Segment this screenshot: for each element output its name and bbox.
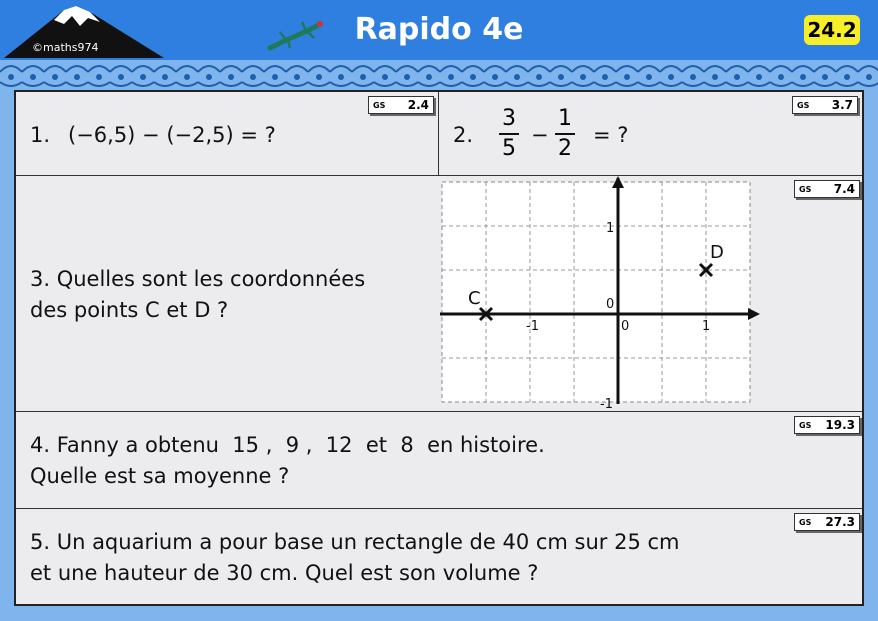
gs-value: 7.4 — [833, 182, 855, 196]
left-band — [0, 90, 14, 621]
page-title: Rapido 4e — [354, 12, 524, 47]
gs-badge-5 — [794, 513, 860, 531]
question-row-4 — [16, 412, 862, 509]
question-row-1-2 — [16, 92, 862, 176]
question-1 — [16, 92, 439, 175]
fraction-bar — [499, 133, 519, 135]
point-d-label: D — [710, 242, 724, 263]
gs-value: 3.7 — [831, 98, 853, 112]
question-4-line1: 4. Fanny a obtenu 15 , 9 , 12 et 8 en histoire. — [30, 433, 545, 457]
minus-sign: − — [531, 123, 549, 147]
tick-label-origin-x: 0 — [621, 319, 630, 334]
question-row-3 — [16, 176, 862, 412]
coordinate-graph — [440, 180, 760, 412]
gs-icon: GS — [799, 184, 812, 194]
fraction-denominator: 2 — [558, 136, 572, 161]
gs-icon: GS — [799, 420, 812, 430]
tick-label-x-neg1: -1 — [526, 319, 539, 334]
question-2-number: 2. — [453, 123, 474, 147]
fraction-3-5 — [499, 106, 519, 162]
question-4-line2: Quelle est sa moyenne ? — [30, 464, 290, 488]
bottom-band — [0, 606, 878, 621]
gs-icon: GS — [797, 100, 810, 110]
decorative-band — [0, 60, 878, 90]
question-3-line1: 3. Quelles sont les coordonnées — [30, 267, 366, 291]
fraction-numerator: 1 — [558, 106, 572, 131]
question-1-text: (−6,5) − (−2,5) = ? — [68, 123, 276, 147]
gs-badge-1 — [368, 96, 434, 114]
gs-badge-4 — [794, 416, 860, 434]
question-2-equals: = ? — [593, 123, 629, 147]
right-band — [864, 90, 878, 621]
gs-badge-2 — [792, 96, 858, 114]
grid-background — [442, 182, 750, 402]
gs-value: 19.3 — [825, 418, 855, 432]
question-2 — [439, 92, 862, 175]
header-bar — [0, 0, 878, 60]
tick-label-x-1: 1 — [702, 319, 711, 334]
logo-text: ©maths974 — [32, 41, 99, 54]
pattern-icon — [0, 60, 878, 90]
gs-icon: GS — [373, 100, 386, 110]
tick-label-y-1: 1 — [606, 221, 615, 236]
fraction-1-2 — [555, 106, 575, 162]
fraction-denominator: 5 — [502, 136, 516, 161]
fraction-numerator: 3 — [502, 106, 516, 131]
tick-label-origin-y: 0 — [606, 297, 615, 312]
question-row-5 — [16, 509, 862, 604]
tick-label-y-neg1: -1 — [600, 397, 613, 412]
slide-number-badge: 24.2 — [804, 15, 860, 45]
x-axis-arrow-icon — [748, 308, 760, 320]
gs-icon: GS — [799, 517, 812, 527]
questions-card — [14, 90, 864, 606]
question-5-line1: 5. Un aquarium a pour base un rectangle de 40 cm sur 25 cm — [30, 530, 680, 554]
fraction-bar — [555, 133, 575, 135]
question-3-line2: des points C et D ? — [30, 298, 229, 322]
gs-value: 27.3 — [825, 515, 855, 529]
question-5-line2: et une hauteur de 30 cm. Quel est son volume ? — [30, 561, 539, 585]
gs-value: 2.4 — [407, 98, 429, 112]
point-c-label: C — [468, 288, 481, 309]
gs-badge-3 — [794, 180, 860, 198]
question-1-number: 1. — [30, 123, 51, 147]
